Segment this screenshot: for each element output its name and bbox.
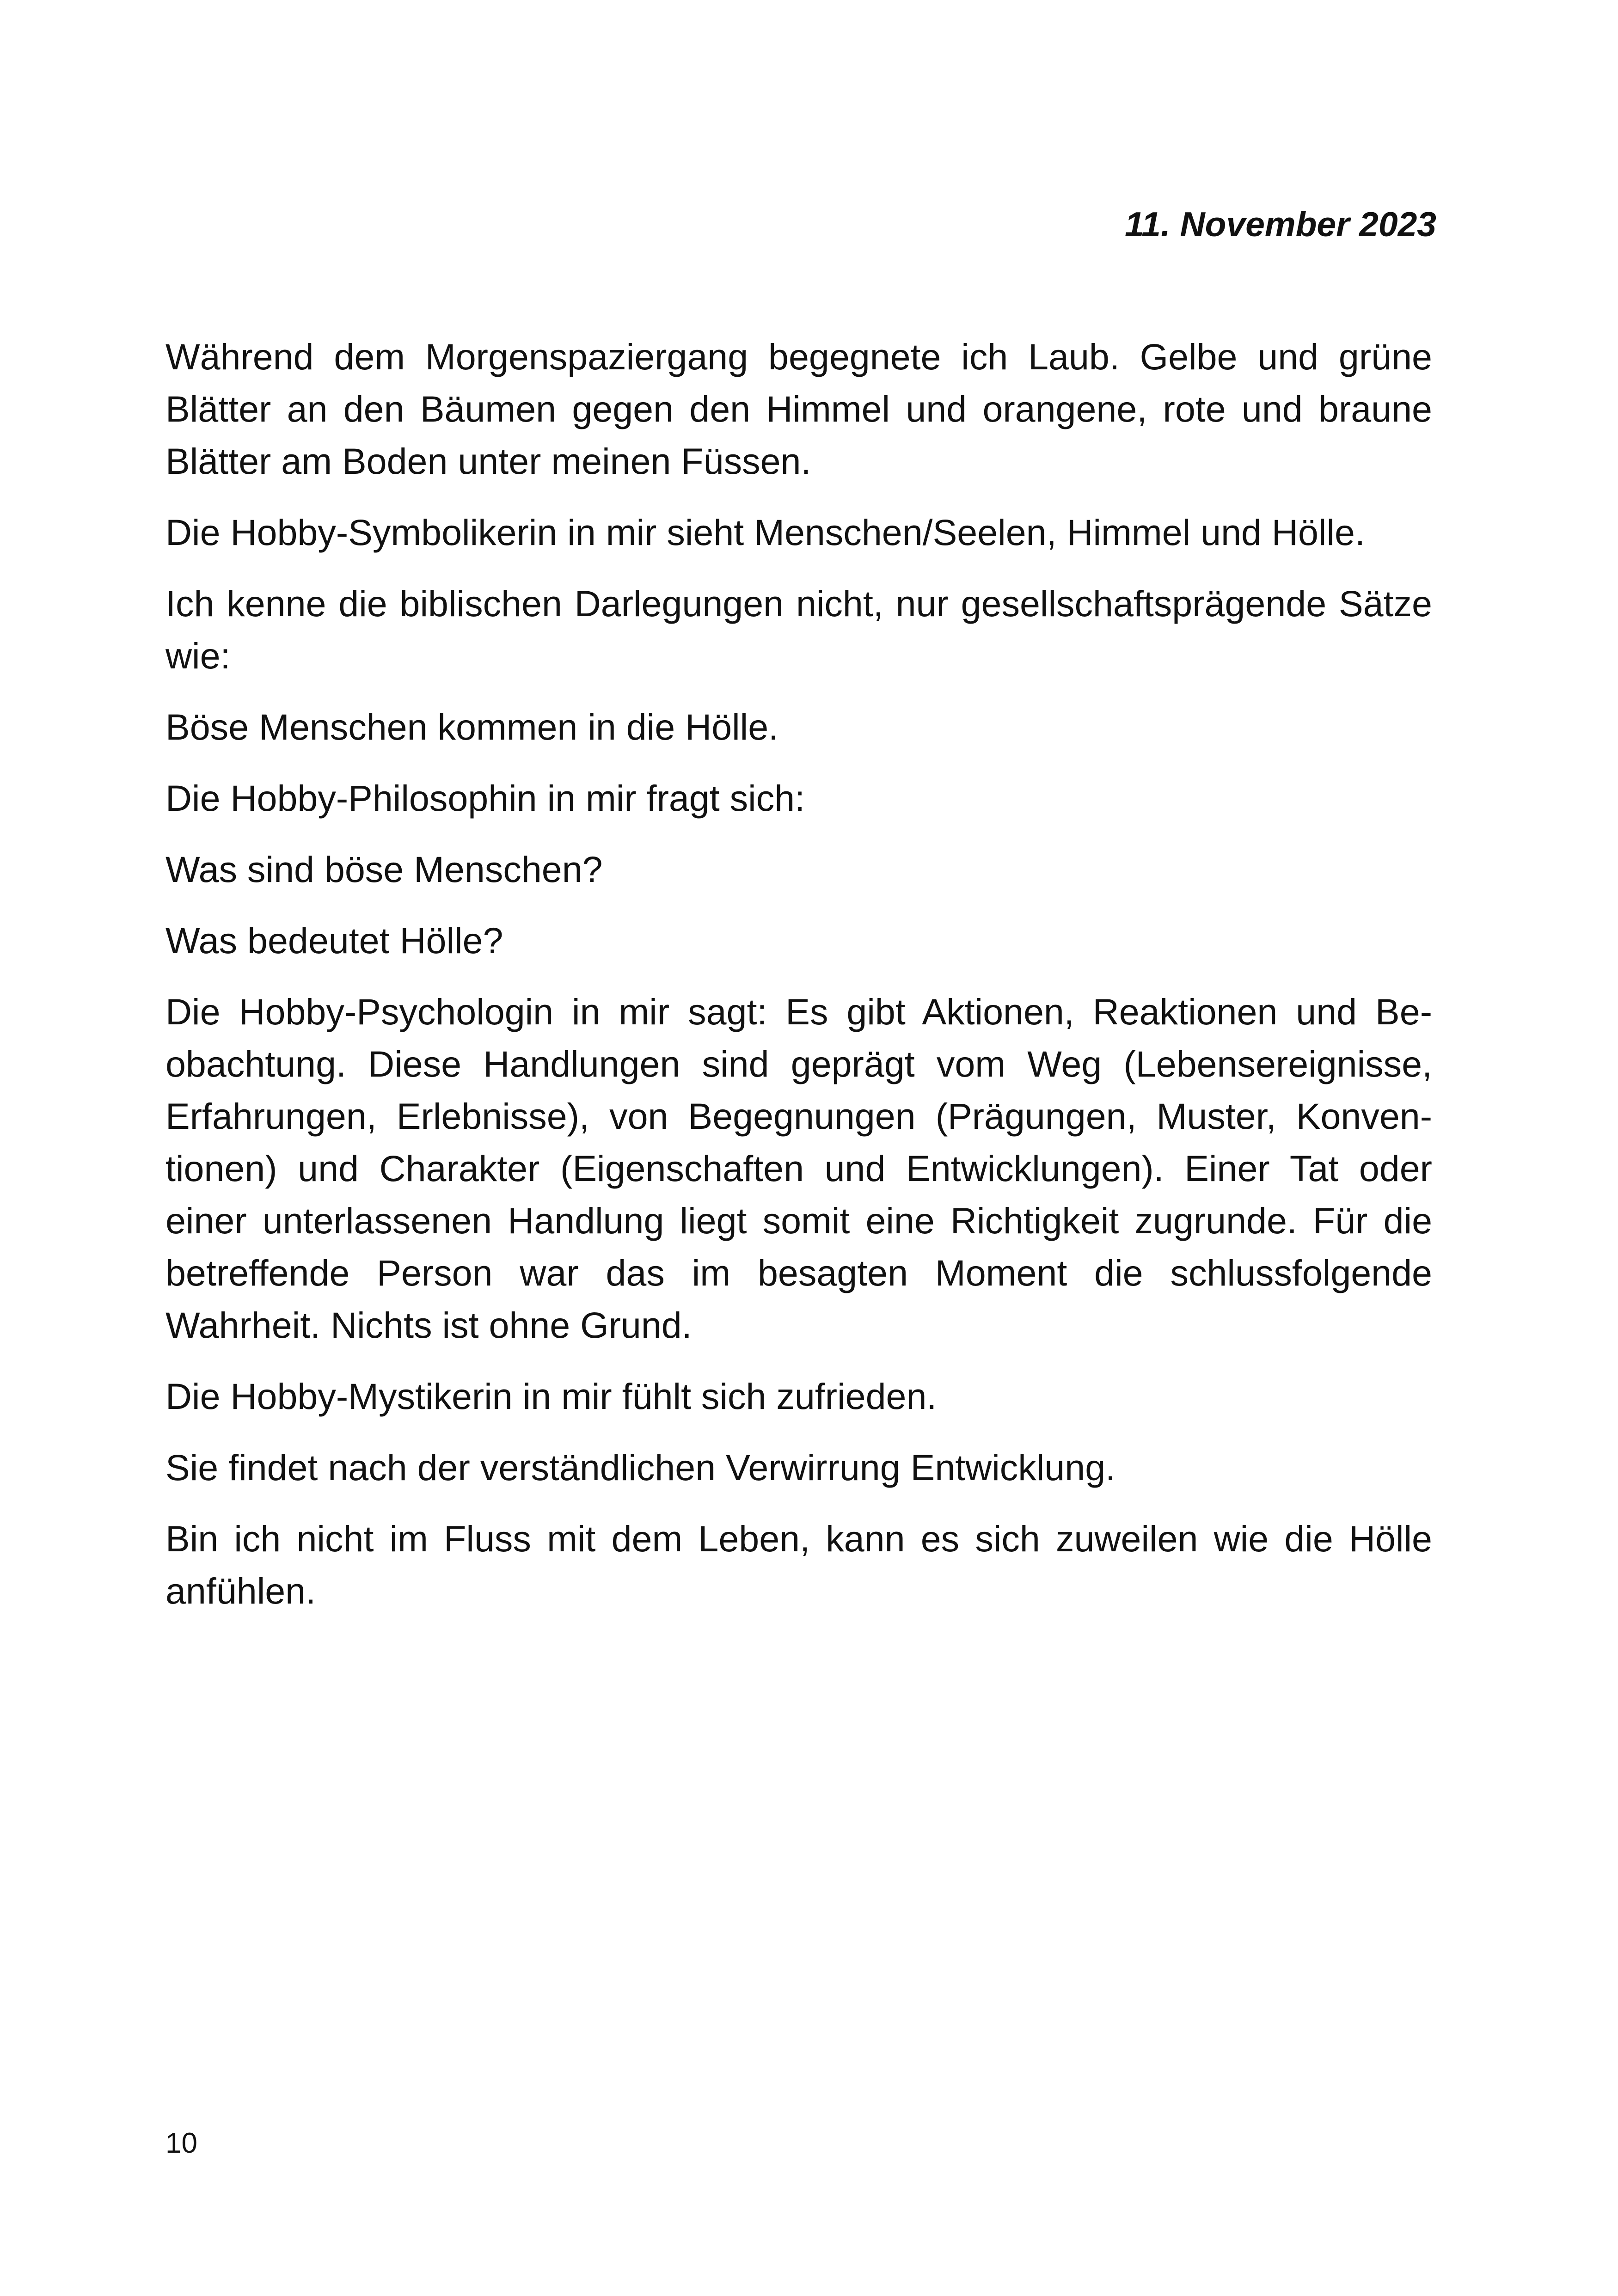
paragraph-mystikerin: Die Hobby-Mystikerin in mir fühlt sich zufrieden. — [165, 1376, 937, 1417]
paragraph-philosophin: Die Hobby-Philosophin in mir fragt sich: — [165, 778, 805, 819]
paragraph-psychologin: Die Hobby-Psychologin in mir sagt: Es gibt Aktionen, Reaktionen und Beobachtung. Diese Handlungen sind geprägt vom Weg (Lebensereignisse, Erfahrungen, Erlebnisse), von Begegnungen (Prägungen, Muster, Konventionen) und Charakter (Eigenschaften und Entwicklungen). Einer Tat oder einer unterlassenen Handlung liegt somit eine Richtigkeit zugrunde. Für die betreffende Person war das im besagten Moment die schlussfolgende Wahrheit. Nichts ist ohne Grund. — [165, 991, 1432, 1346]
paragraph-symbolikerin: Die Hobby-Symbolikerin in mir sieht Menschen/Seelen, Himmel und Hölle. — [165, 512, 1365, 553]
paragraph-closing: Bin ich nicht im Fluss mit dem Leben, kann es sich zuweilen wie die Hölle anfühlen. — [165, 1518, 1432, 1611]
paragraph-question-bad-people: Was sind böse Menschen? — [165, 849, 603, 890]
body-text — [165, 331, 1432, 1636]
paragraph-bad-people: Böse Menschen kommen in die Hölle. — [165, 706, 779, 747]
paragraph-question-hell: Was bedeutet Hölle? — [165, 920, 503, 961]
paragraph-biblical: Ich kenne die biblischen Darlegungen nicht, nur gesellschaftsprägende Sätze wie: — [165, 583, 1432, 676]
paragraph-leaves: Während dem Morgenspaziergang begegnete ich Laub. Gelbe und grüne Blätter an den Bäumen gegen den Himmel und orangene, rote und braune Blätter am Boden unter meinen Füssen. — [165, 336, 1432, 482]
paragraph-development: Sie findet nach der verständlichen Verwirrung Entwicklung. — [165, 1447, 1116, 1488]
page-number: 10 — [165, 2127, 197, 2159]
entry-date: 11. November 2023 — [1124, 205, 1436, 244]
